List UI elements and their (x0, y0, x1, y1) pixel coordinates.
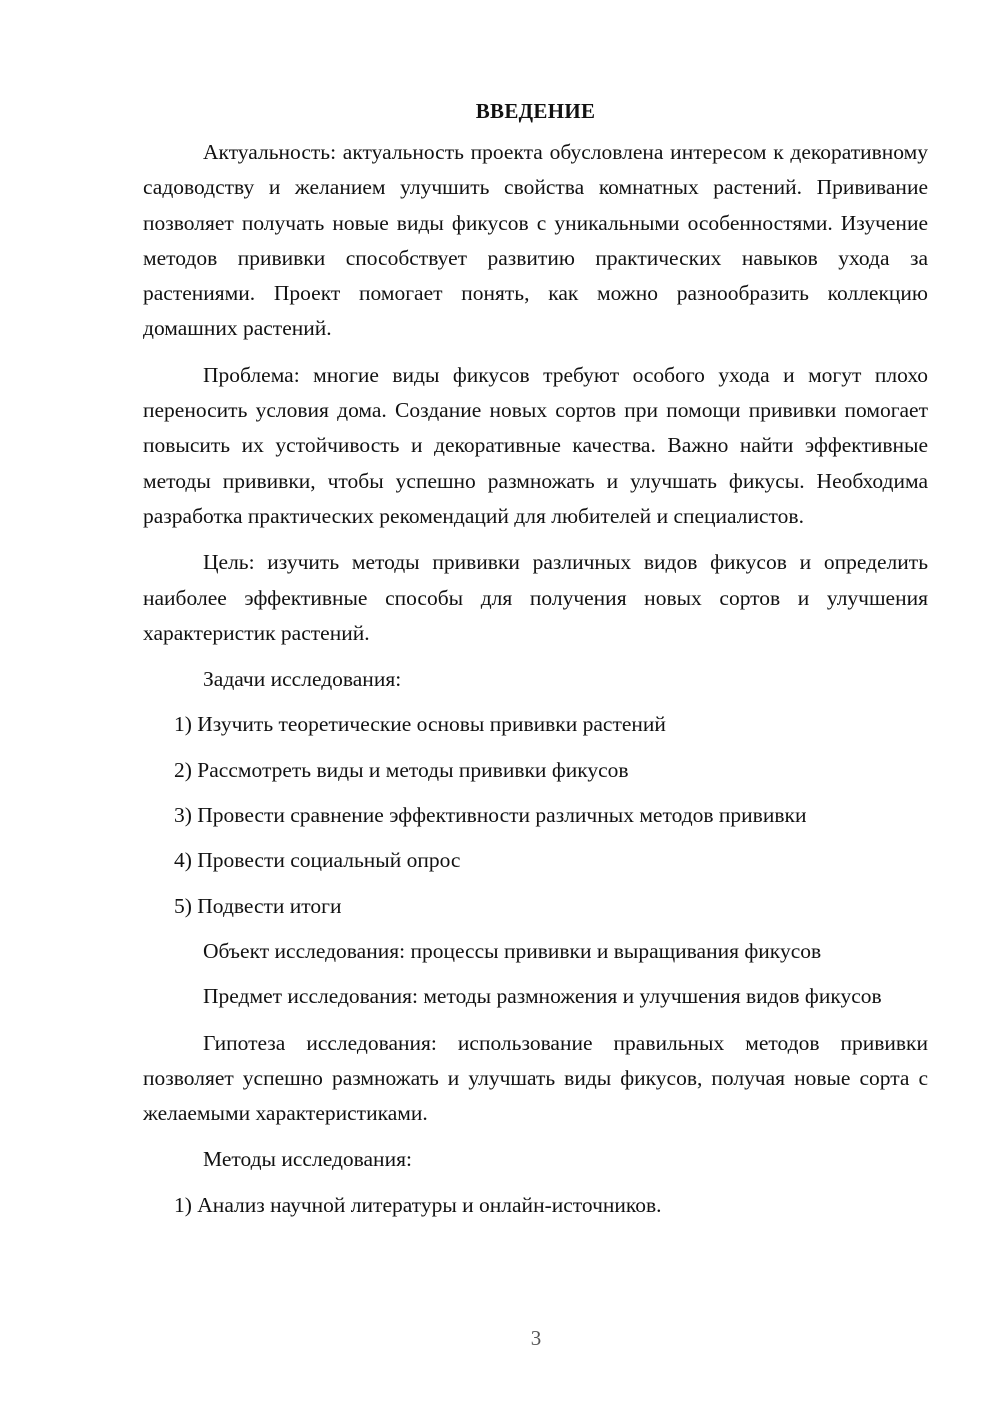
problem-paragraph: Проблема: многие виды фикусов требуют особого ухода и могут плохо переносить условия дома. Создание новых сортов при помощи прививки помогает повысить их устойчивость и декоративные качества. Важно найти эффективные методы прививки, чтобы успешно размножать и улучшать фикусы. Необходима разработка практических рекомендаций для любителей и специалистов. (143, 362, 928, 528)
methods-heading: Методы исследования: (203, 1147, 412, 1172)
object-paragraph: Объект исследования: процессы прививки и выращивания фикусов (203, 938, 822, 963)
methods-list (143, 1188, 928, 1223)
list-item: 3) Провести сравнение эффективности различных методов прививки (174, 803, 807, 828)
subject-paragraph: Предмет исследования: методы размножения и улучшения видов фикусов (203, 984, 882, 1009)
page-content (143, 95, 928, 1233)
hypothesis-paragraph: Гипотеза исследования: использование правильных методов прививки позволяет успешно размножать и улучшать виды фикусов, получая новые сорта с желаемыми характеристиками. (143, 1030, 928, 1126)
tasks-heading: Задачи исследования: (203, 667, 402, 692)
tasks-list (143, 707, 928, 923)
list-item: 4) Провести социальный опрос (174, 848, 461, 873)
list-item: 1) Анализ научной литературы и онлайн-источников. (174, 1192, 662, 1217)
page-title: ВВЕДЕНИЕ (475, 99, 596, 123)
list-item: 5) Подвести итоги (174, 893, 342, 918)
relevance-paragraph: Актуальность: актуальность проекта обусловлена интересом к декоративному садоводству и желанием улучшить свойства комнатных растений. Прививание позволяет получать новые виды фикусов с уникальными особенностями. Изучение методов прививки способствует развитию практических навыков ухода за растениями. Проект помогает понять, как можно разнообразить коллекцию домашних растений. (143, 140, 928, 341)
list-item: 2) Рассмотреть виды и методы прививки фикусов (174, 757, 629, 782)
list-item: 1) Изучить теоретические основы прививки растений (174, 712, 666, 737)
goal-paragraph: Цель: изучить методы прививки различных видов фикусов и определить наиболее эффективные способы для получения новых сортов и улучшения характеристик растений. (143, 550, 928, 645)
page-number: 3 (530, 1326, 542, 1350)
